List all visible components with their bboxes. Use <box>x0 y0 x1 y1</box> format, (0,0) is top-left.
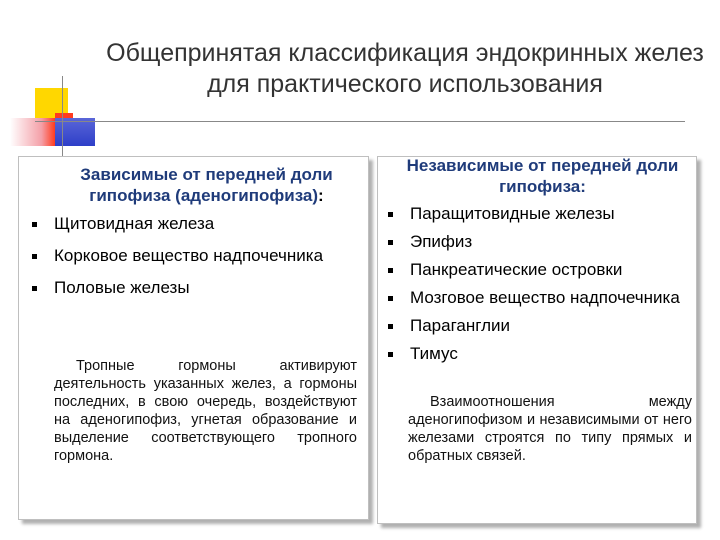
deco-pink-bar <box>10 118 55 146</box>
list-item-label: Эпифиз <box>410 232 473 251</box>
list-item <box>380 230 690 253</box>
list-item-label: Панкреатические островки <box>410 260 623 279</box>
list-item <box>380 258 690 281</box>
slide-title: Общепринятая классификация эндокринных желез для практического использования <box>106 39 704 98</box>
independent-glands-heading: Независимые от передней доли гипофиза: <box>406 156 679 196</box>
list-item-label: Мозговое вещество надпочечника <box>410 288 680 307</box>
list-item-label: Тимус <box>410 344 458 363</box>
deco-blue-square <box>55 118 95 146</box>
bullet-icon <box>388 212 393 217</box>
list-item-label: Щитовидная железа <box>54 214 215 233</box>
independent-glands-note <box>408 393 692 465</box>
dependent-glands-list <box>24 212 359 308</box>
list-item-label: Параганглии <box>410 316 510 335</box>
list-item <box>24 212 359 235</box>
bullet-icon <box>388 324 393 329</box>
dependent-glands-note <box>54 357 357 465</box>
bullet-icon <box>32 286 37 291</box>
dependent-glands-heading <box>49 164 364 206</box>
bullet-icon <box>388 352 393 357</box>
independent-glands-panel <box>377 156 697 524</box>
list-item <box>24 276 359 299</box>
list-item-label: Корковое вещество надпочечника <box>54 246 324 265</box>
list-item <box>380 286 690 309</box>
independent-glands-list <box>380 202 690 370</box>
dependent-glands-panel <box>18 156 369 520</box>
deco-horizontal-line <box>35 121 685 122</box>
note-text: Взаимоотношения между аденогипофизом и независимыми от него железами строятся по типу прямых и обратных связей. <box>408 394 692 464</box>
note-text: Тропные гормоны активируют деятельность указанных желез, а гормоны последних, в свою очередь, воздействуют на аденогипофиз, угнетая образование и выделение соответствующего тропного гормона. <box>54 358 357 464</box>
list-item-label: Паращитовидные железы <box>410 204 615 223</box>
heading-colon: : <box>318 186 324 205</box>
bullet-icon <box>388 296 393 301</box>
list-item <box>380 202 690 225</box>
bullet-icon <box>388 268 393 273</box>
list-item <box>380 314 690 337</box>
bullet-icon <box>388 240 393 245</box>
bullet-icon <box>32 254 37 259</box>
dependent-heading-text: Зависимые от передней доли гипофиза (аденогипофиза) <box>80 165 333 205</box>
bullet-icon <box>32 222 37 227</box>
list-item-label: Половые железы <box>54 278 190 297</box>
deco-vertical-line <box>62 76 63 161</box>
list-item <box>24 244 359 267</box>
list-item <box>380 342 690 365</box>
